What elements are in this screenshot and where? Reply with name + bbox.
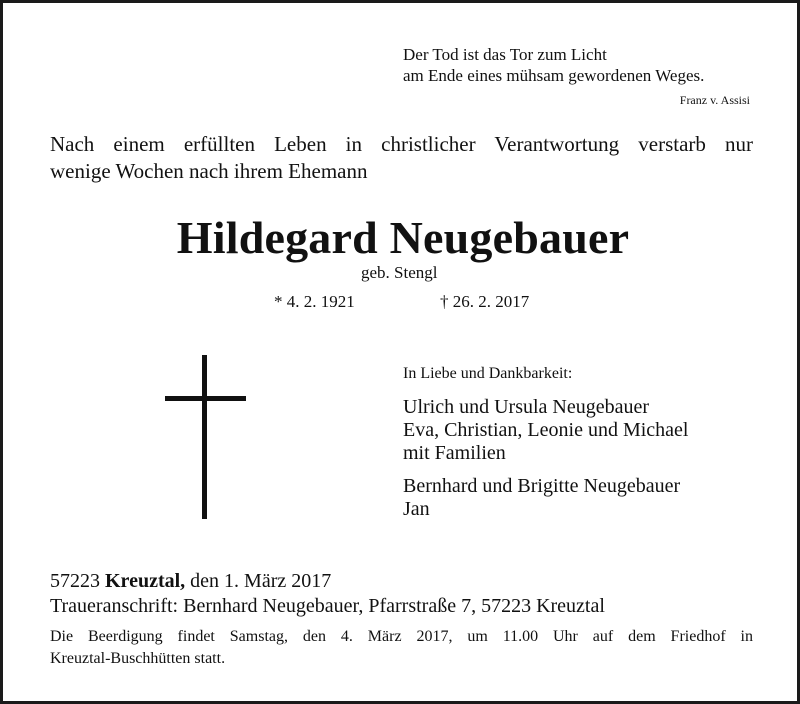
intro-line-1: Nach einem erfüllten Leben in christlicher Verantwortung verstarb nur xyxy=(50,132,753,156)
city: Kreuztal, xyxy=(105,570,186,592)
mourner-line: Jan xyxy=(403,498,430,520)
quote-line-1: Der Tod ist das Tor zum Licht xyxy=(403,45,607,64)
mourner-line: Bernhard und Brigitte Neugebauer xyxy=(403,475,681,497)
funeral-line-2: Kreuztal-Buschhütten statt. xyxy=(50,650,226,667)
funeral-info xyxy=(50,626,753,670)
cross-vertical-bar xyxy=(202,355,207,519)
mourner-line: Ulrich und Ursula Neugebauer xyxy=(403,396,650,418)
intro-line-2: wenige Wochen nach ihrem Ehemann xyxy=(50,159,368,183)
mourner-line: Eva, Christian, Leonie und Michael xyxy=(403,419,689,441)
intro-text xyxy=(50,131,753,185)
notice-date: den 1. März 2017 xyxy=(190,570,332,592)
postcode: 57223 xyxy=(50,570,100,592)
place-date-line xyxy=(50,570,331,593)
mourner-line: mit Familien xyxy=(403,442,506,464)
cross-horizontal-bar xyxy=(165,396,246,401)
mourning-address: Traueranschrift: Bernhard Neugebauer, Pfarrstraße 7, 57223 Kreuztal xyxy=(50,595,605,617)
mourners-heading: In Liebe und Dankbarkeit: xyxy=(403,365,573,382)
death-date: † 26. 2. 2017 xyxy=(440,292,530,311)
quote-author: Franz v. Assisi xyxy=(679,93,750,107)
funeral-line-1: Die Beerdigung findet Samstag, den 4. März 2017, um 11.00 Uhr auf dem Friedhof in xyxy=(50,628,753,645)
birth-date: * 4. 2. 1921 xyxy=(274,292,355,311)
maiden-name: geb. Stengl xyxy=(361,263,438,282)
deceased-name: Hildegard Neugebauer xyxy=(176,212,630,263)
quote-line-2: am Ende eines mühsam gewordenen Weges. xyxy=(403,66,705,85)
